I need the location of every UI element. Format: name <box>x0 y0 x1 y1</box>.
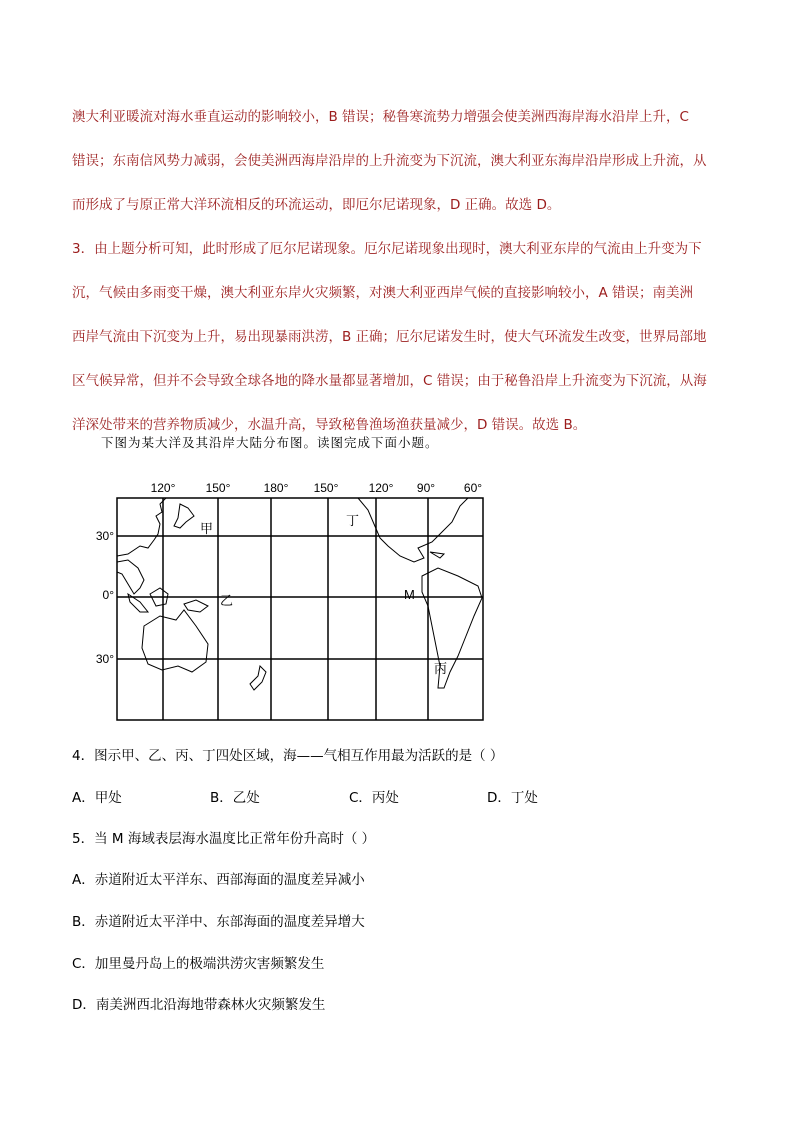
answer-line: 澳大利亚暖流对海水垂直运动的影响较小，B 错误；秘鲁寒流势力增强会使美洲西海岸海水沿岸上升，C <box>72 109 689 125</box>
answer-line: 西岸气流由下沉变为上升，易出现暴雨洪涝，B 正确；厄尔尼诺发生时，使大气环流发生改变，世界局部地 <box>72 329 707 345</box>
q5-option-b[interactable]: B．赤道附近太平洋中、东部海面的温度差异增大 <box>72 914 365 930</box>
answer-line: 区气候异常，但并不会导致全球各地的降水量都显著增加，C 错误；由于秘鲁沿岸上升流变为下沉流，从海 <box>72 373 707 389</box>
new-zealand <box>250 666 266 690</box>
indochina <box>117 560 144 594</box>
q5-option-c[interactable]: C．加里曼丹岛上的极端洪涝灾害频繁发生 <box>72 956 325 972</box>
caribbean-islands <box>430 552 444 558</box>
question-5-stem: 5．当 M 海域表层海水温度比正常年份升高时（ ） <box>72 831 376 847</box>
lon-label: 150° <box>313 481 339 495</box>
answer-line: 沉，气候由多雨变干燥，澳大利亚东岸火灾频繁，对澳大利亚西岸气候的直接影响较小，A 错误；南美洲 <box>72 285 694 301</box>
north-america <box>358 498 468 562</box>
map-intro: 下图为某大洋及其沿岸大陆分布图。读图完成下面小题。 <box>101 435 439 450</box>
q4-option-a[interactable]: A．甲处 <box>72 790 122 806</box>
new-guinea <box>184 600 208 612</box>
lon-label: 120° <box>368 481 394 495</box>
answer-explanation <box>72 95 732 447</box>
lon-label: 60° <box>463 481 483 495</box>
south-america <box>422 568 482 688</box>
q4-option-c[interactable]: C．丙处 <box>349 790 399 806</box>
japan <box>174 504 194 528</box>
question-4-stem: 4．图示甲、乙、丙、丁四处区域，海——气相互作用最为活跃的是（ ） <box>72 748 504 764</box>
ocean-map <box>88 476 498 726</box>
q4-option-b[interactable]: B．乙处 <box>210 790 260 806</box>
asia-coast <box>117 498 166 556</box>
lon-label: 120° <box>150 481 176 495</box>
answer-line: 而形成了与原正常大洋环流相反的环流运动，即厄尔尼诺现象，D 正确。故选 D。 <box>72 197 561 213</box>
region-label-yi: 乙 <box>220 594 234 609</box>
lon-label: 90° <box>416 481 436 495</box>
region-label-m: M <box>404 587 415 602</box>
q4-option-d[interactable]: D．丁处 <box>487 790 538 806</box>
lat-label: 30° <box>95 529 114 543</box>
graticule <box>117 498 483 720</box>
australia <box>142 610 208 672</box>
region-label-jia: 甲 <box>200 522 214 537</box>
lon-label: 150° <box>205 481 231 495</box>
answer-line: 错误；东南信风势力减弱，会使美洲西海岸沿岸的上升流变为下沉流，澳大利亚东海岸沿岸形成上升流，从 <box>72 153 707 169</box>
q5-option-a[interactable]: A．赤道附近太平洋东、西部海面的温度差异减小 <box>72 872 365 888</box>
lon-label: 180° <box>263 481 289 495</box>
answer-line: 3．由上题分析可知，此时形成了厄尔尼诺现象。厄尔尼诺现象出现时，澳大利亚东岸的气流由上升变为下 <box>72 241 702 257</box>
q5-option-d[interactable]: D．南美洲西北沿海地带森林火灾频繁发生 <box>72 997 326 1013</box>
lat-label: 30° <box>95 652 114 666</box>
region-label-ding: 丁 <box>346 514 360 529</box>
answer-line: 洋深处带来的营养物质减少，水温升高，导致秘鲁渔场渔获量减少，D 错误。故选 B。 <box>72 417 587 433</box>
region-label-bing: 丙 <box>434 662 448 677</box>
lat-label: 0° <box>102 588 114 602</box>
